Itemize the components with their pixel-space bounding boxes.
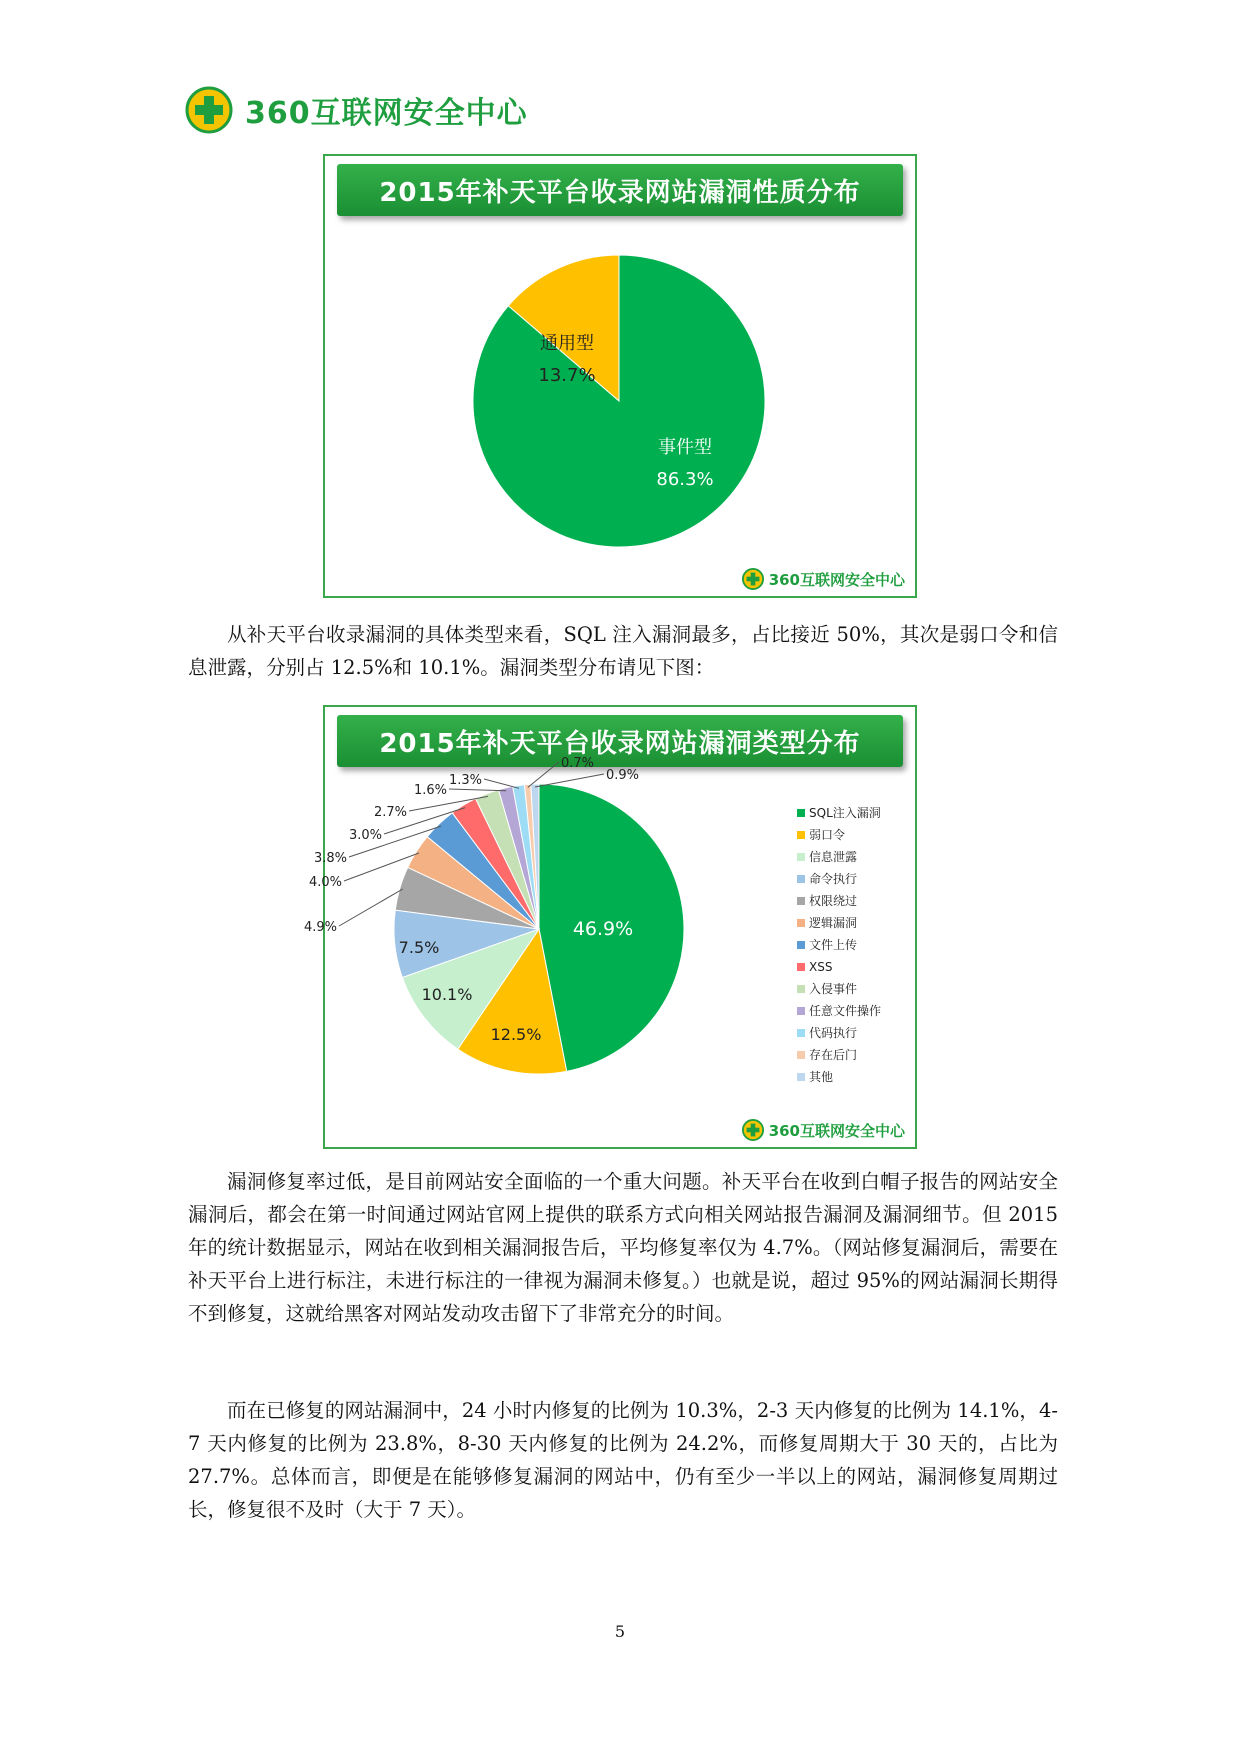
chart2-data-label-9: 1.6% — [413, 783, 447, 798]
chart2-frame — [303, 705, 917, 1149]
chart2-data-label-10: 1.3% — [448, 773, 482, 788]
360-shield-emblem-icon — [742, 568, 764, 590]
chart2-pie — [303, 707, 915, 1147]
chart2-legend-swatch-6 — [797, 941, 805, 949]
chart2-data-label-0: 46.9% — [572, 918, 634, 940]
chart2-legend-swatch-10 — [797, 1029, 805, 1037]
chart2-data-label-7: 3.0% — [348, 828, 382, 843]
chart2-legend-swatch-0 — [797, 809, 805, 817]
chart2-data-label-3: 7.5% — [398, 938, 440, 957]
chart2-legend-swatch-7 — [797, 963, 805, 971]
chart2-legend-label-12: 其他 — [809, 1070, 834, 1084]
chart1-footer-logo — [742, 568, 905, 590]
chart2-data-label-1: 12.5% — [490, 1025, 542, 1044]
chart1-frame — [323, 154, 917, 598]
chart1-value-label-0: 13.7% — [538, 365, 596, 386]
chart2-legend-swatch-8 — [797, 985, 805, 993]
chart2-data-label-4: 4.9% — [303, 920, 337, 935]
page-number: 5 — [614, 1622, 626, 1641]
paragraph-3: 而在已修复的网站漏洞中，24 小时内修复的比例为 10.3%，2-3 天内修复的比例为 14.1%，4-7 天内修复的比例为 23.8%，8-30 天内修复的比例为 24.2%，而修复周期大于 30 天的，占比为 27.7%。总体而言，即便是在能够修复漏洞的网站中，仍有至少一半以上的网站，漏洞修复周期过长，修复很不及时（大于 7 天）。 — [188, 1399, 1058, 1521]
chart2-legend-label-3: 命令执行 — [809, 872, 858, 886]
chart2-data-label-5: 4.0% — [308, 875, 342, 890]
chart2-footer-brand: 360互联网安全中心 — [768, 1121, 905, 1140]
chart2-legend-label-9: 任意文件操作 — [809, 1004, 882, 1018]
page-header — [185, 85, 528, 135]
chart2-legend-label-11: 存在后门 — [809, 1048, 858, 1062]
chart1-title: 2015年补天平台收录网站漏洞性质分布 — [337, 164, 903, 216]
chart2-title: 2015年补天平台收录网站漏洞类型分布 — [337, 715, 903, 767]
chart2-legend-swatch-1 — [797, 831, 805, 839]
chart2-footer-logo — [742, 1119, 905, 1141]
chart2-data-label-8: 2.7% — [373, 805, 407, 820]
360-shield-emblem-icon — [742, 1119, 764, 1141]
chart2-legend-label-5: 逻辑漏洞 — [809, 916, 858, 930]
chart2-legend-swatch-3 — [797, 875, 805, 883]
chart1-category-label-1: 事件型 — [658, 437, 712, 458]
chart1-footer-brand: 360互联网安全中心 — [768, 570, 905, 589]
chart2-legend-label-8: 入侵事件 — [809, 982, 858, 996]
chart1-value-label-1: 86.3% — [656, 469, 714, 490]
chart2-legend-swatch-12 — [797, 1073, 805, 1081]
chart2-leader-line-4 — [339, 889, 403, 926]
chart2-legend-swatch-11 — [797, 1051, 805, 1059]
chart2-leader-line-12 — [535, 774, 604, 787]
chart2-legend-label-10: 代码执行 — [809, 1026, 858, 1040]
paragraph-1: 从补天平台收录漏洞的具体类型来看，SQL 注入漏洞最多，占比接近 50%，其次是弱口令和信息泄露，分别占 12.5%和 10.1%。漏洞类型分布请见下图： — [188, 623, 1058, 679]
chart2-data-label-2: 10.1% — [421, 985, 473, 1004]
chart2-legend-label-1: 弱口令 — [809, 828, 846, 842]
chart2-legend-label-7: XSS — [809, 960, 833, 974]
chart1-category-label-0: 通用型 — [540, 333, 594, 354]
chart2-legend-label-2: 信息泄露 — [809, 850, 858, 864]
chart2-legend-swatch-2 — [797, 853, 805, 861]
header-brand: 360互联网安全中心 — [245, 96, 528, 131]
chart2-data-label-12: 0.9% — [606, 768, 640, 783]
chart2-data-label-11: 0.7% — [561, 756, 595, 771]
chart2-legend-label-0: SQL注入漏洞 — [809, 806, 881, 820]
chart2-legend-swatch-4 — [797, 897, 805, 905]
chart2-leader-line-10 — [484, 779, 519, 788]
chart2-legend-label-6: 文件上传 — [809, 938, 858, 952]
chart2-legend-swatch-5 — [797, 919, 805, 927]
chart2-legend-label-4: 权限绕过 — [809, 894, 858, 908]
chart1-pie — [325, 156, 915, 596]
paragraph-2: 漏洞修复率过低，是目前网站安全面临的一个重大问题。补天平台在收到白帽子报告的网站安全漏洞后，都会在第一时间通过网站官网上提供的联系方式向相关网站报告漏洞及漏洞细节。但 2015 年的统计数据显示，网站在收到相关漏洞报告后，平均修复率仅为 4.7%。（网站修复漏洞后，需要在补天平台上进行标注，未进行标注的一律视为漏洞未修复。）也就是说，超过 95%的网站漏洞长期得不到修复，这就给黑客对网站发动攻击留下了非常充分的时间。 — [188, 1170, 1058, 1325]
chart2-data-label-6: 3.8% — [313, 851, 347, 866]
chart2-legend-swatch-9 — [797, 1007, 805, 1015]
360-shield-emblem-icon — [185, 86, 233, 134]
